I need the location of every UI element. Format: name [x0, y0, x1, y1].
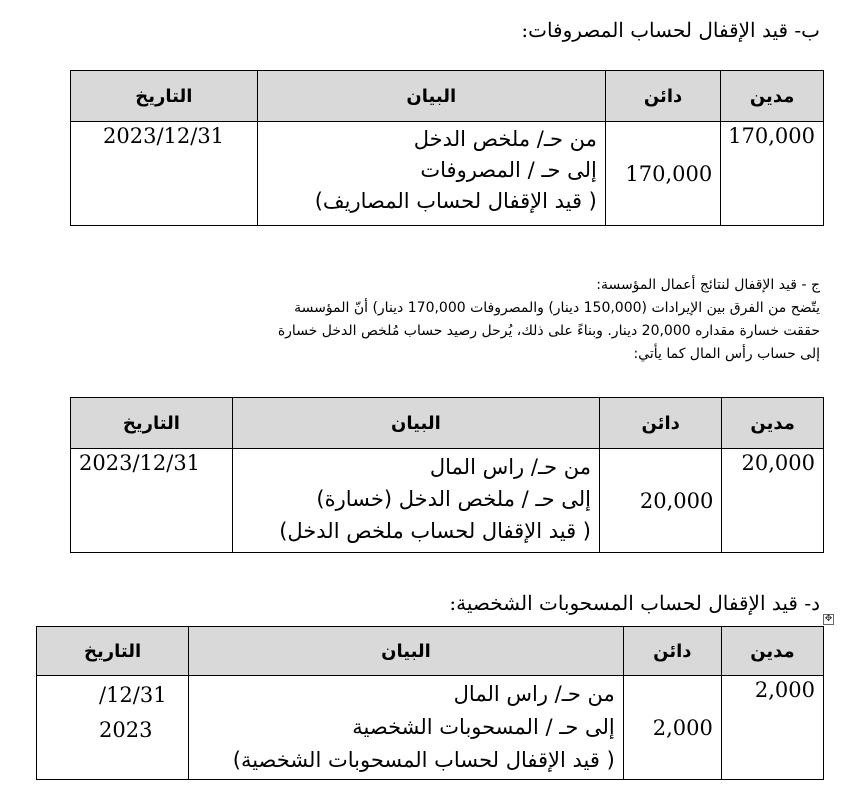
date-line: /12/31	[99, 683, 167, 707]
credit-amount: 2,000	[623, 676, 721, 780]
header-debit: مدين	[722, 398, 824, 449]
description-line: من حـ/ راس المال	[453, 682, 615, 706]
section-c-text	[100, 274, 820, 366]
entry-description	[189, 676, 624, 780]
move-handle-icon[interactable]: ✥	[824, 614, 833, 624]
table-row	[37, 676, 824, 780]
description-line: ( قيد الإقفال لحساب المسحوبات الشخصية)	[232, 748, 615, 772]
journal-table-c	[70, 397, 824, 553]
debit-amount: 170,000	[721, 122, 824, 226]
header-description: البيان	[257, 71, 605, 122]
table-header-row	[71, 398, 824, 449]
table-header-row	[37, 627, 824, 676]
table-row	[71, 122, 824, 226]
header-description: البيان	[232, 398, 599, 449]
header-credit: دائن	[623, 627, 721, 676]
header-date: التاريخ	[37, 627, 189, 676]
header-credit: دائن	[605, 71, 720, 122]
entry-date	[37, 676, 189, 780]
paragraph-line: يتّضح من الفرق بين الإيرادات (150,000 دينار) والمصروفات 170,000 دينار) أنّ المؤسسة	[294, 300, 820, 316]
section-d-title: د- قيد الإقفال لحساب المسحوبات الشخصية:	[449, 591, 820, 615]
credit-amount: 170,000	[605, 122, 720, 226]
description-line: من حـ/ راس المال	[429, 455, 591, 479]
date-line: 2023	[99, 718, 153, 742]
header-debit: مدين	[721, 71, 824, 122]
header-date: التاريخ	[71, 398, 233, 449]
entry-date: 2023/12/31	[71, 449, 233, 553]
header-date: التاريخ	[71, 71, 258, 122]
journal-table-b	[70, 70, 824, 226]
paragraph-line: إلى حساب رأس المال كما يأتي:	[633, 346, 820, 362]
debit-amount: 2,000	[721, 676, 823, 780]
description-line: إلى حـ / المصروفات	[420, 158, 597, 182]
journal-table-d	[36, 626, 824, 780]
header-description: البيان	[189, 627, 624, 676]
section-b-title: ب- قيد الإقفال لحساب المصروفات:	[521, 18, 820, 42]
description-line: إلى حـ / المسحوبات الشخصية	[352, 715, 615, 739]
description-line: ( قيد الإقفال لحساب المصاريف)	[314, 189, 597, 213]
entry-description	[232, 449, 599, 553]
debit-amount: 20,000	[722, 449, 824, 553]
paragraph-line: حققت خسارة مقداره 20,000 دينار. وبناءً على ذلك، يُرحل رصيد حساب مُلخص الدخل خسارة	[277, 323, 820, 339]
description-line: إلى حـ / ملخص الدخل (خسارة)	[316, 487, 591, 511]
entry-description	[257, 122, 605, 226]
description-line: من حـ/ ملخص الدخل	[413, 127, 597, 151]
header-debit: مدين	[721, 627, 823, 676]
section-c-title: ج - قيد الإقفال لنتائج أعمال المؤسسة:	[596, 277, 820, 293]
description-line: ( قيد الإقفال لحساب ملخص الدخل)	[279, 519, 591, 543]
table-row	[71, 449, 824, 553]
header-credit: دائن	[599, 398, 721, 449]
credit-amount: 20,000	[599, 449, 721, 553]
table-header-row	[71, 71, 824, 122]
entry-date: 2023/12/31	[71, 122, 258, 226]
